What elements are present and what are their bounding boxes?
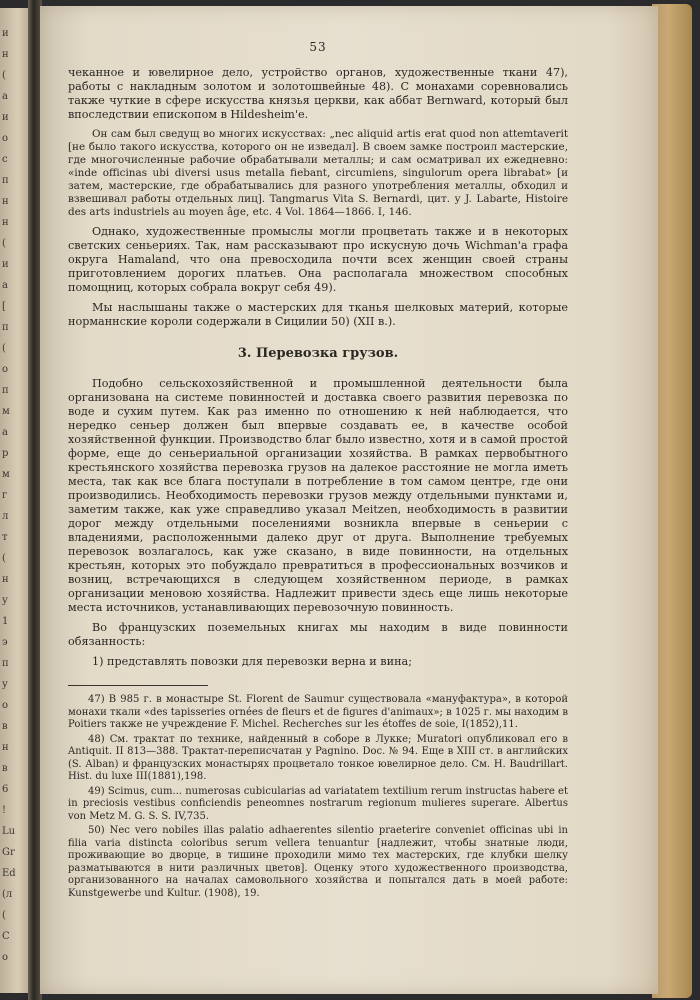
paragraph: чеканное и ювелирное дело, устройство органов, художественные ткани 47), работы с накладным золотом и золотошвейные 48). С монахами соревновались также чуткие в сфере искусства князья церкви, как аббат Bernward, который был впоследствии епископом в Hildesheim'e. xyxy=(68,66,568,121)
left-page-fragment: р xyxy=(2,448,9,459)
left-page-fragment: н xyxy=(2,49,9,60)
left-page-fragment: ( xyxy=(2,910,6,921)
footnote-divider xyxy=(68,685,208,686)
left-page-fragment: у xyxy=(2,679,8,690)
left-page-fragment: ( xyxy=(2,553,6,564)
footnotes xyxy=(68,694,568,900)
left-page-fragment: п xyxy=(2,175,9,186)
left-page-fragment: т xyxy=(2,532,8,543)
left-page-fragment: л xyxy=(2,511,9,522)
left-page-fragment: ( xyxy=(2,70,6,81)
left-page-fragment: а xyxy=(2,427,8,438)
left-page-fragment: а xyxy=(2,280,8,291)
left-page-fragment: и xyxy=(2,259,9,270)
left-page-fragment: ( xyxy=(2,343,6,354)
left-page-fragment: н xyxy=(2,196,9,207)
left-page-fragment: н xyxy=(2,217,9,228)
left-page-fragment: 6 xyxy=(2,784,9,795)
left-page-fragment: и xyxy=(2,28,9,39)
footnote: 49) Scimus, cum... numerosas cubicularias ad variatatem textilium rerum instructas habere et in preciosis vestibus conficiendis peneomnes nostrarum regionum mulieres superare. Albertus von Metz M. G. S. S. IV,735. xyxy=(68,785,568,822)
left-page-fragment: в xyxy=(2,721,8,732)
left-page-fragment: о xyxy=(2,364,9,375)
left-page-edge xyxy=(0,8,30,993)
paragraph: Во французских поземельных книгах мы находим в виде повинности обязанность: xyxy=(68,621,568,648)
left-page-fragment: м xyxy=(2,406,10,417)
left-page-fragment: в xyxy=(2,763,8,774)
left-page-fragment: 1 xyxy=(2,616,9,627)
left-page-fragment: и xyxy=(2,112,9,123)
page-stack-edge xyxy=(652,4,692,998)
left-page-fragment: п xyxy=(2,385,9,396)
left-page-fragment: о xyxy=(2,133,9,144)
paragraph: Мы наслышаны также о мастерских для тканья шелковых материй, которые норманнские короли содержали в Сицилии 50) (XII в.). xyxy=(68,301,568,328)
left-page-fragment: (л xyxy=(2,889,13,900)
left-page-fragment: у xyxy=(2,595,8,606)
left-page-fragment: С xyxy=(2,931,10,942)
left-page-fragment: м xyxy=(2,469,10,480)
left-page-fragment: Ed xyxy=(2,868,16,879)
left-page-fragment: э xyxy=(2,637,8,648)
left-page-fragment: о xyxy=(2,700,9,711)
paragraph: Подобно сельскохозяйственной и промышленной деятельности была организована на системе повинностей и доставка своего развития перевозка по воде и сухим путем. Как раз именно по отношению к ней наблюдается, что нередко сеньер должен был впервые создавать ее, в качестве особой хозяйственной функции. Производство благ было известно, хотя и в самой простой форме, еще до сеньериальной организации хозяйства. В рамках первобытного крестьянского хозяйства перевозка грузов на далекое расстояние не могла иметь места, так как все блага поступали в потребление в том самом центре, где они производились. Необходимость перевозки грузов между отдельными пунктами и, заметим также, как уже справедливо указал Meitzen, необходимость в развитии дорог между отдельными поселениями возникла впервые в сеньерии с владениями, расположенными далеко друг от друга. Выполнение требуемых перевозок возлагалось, как уже сказано, в виде повинности, на отдельных крестьян, которых это побуждало превратиться в профессиональных возчиков и возниц, встречающихся в следующем хозяйственном периоде, в рамках организации меновою хозяйства. Надлежит привести здесь еще лишь некоторые места источников, устанавливающих перевозочную повинность. xyxy=(68,377,568,614)
left-page-fragment: Gr xyxy=(2,847,15,858)
left-page-fragment: [ xyxy=(2,301,6,312)
footnote: 48) См. трактат по технике, найденный в соборе в Лукке; Muratori опубликовал его в Antiquit. II 813—388. Трактат-переписчатан у Pagnino. Doc. № 94. Еще в XIII ст. в английских (S. Alban) и французских монастырях процветало тонкое ювелирное дело. См. Н. Baudrillart. Hist. du luxe III(1881),198. xyxy=(68,733,568,782)
left-page-fragment: о xyxy=(2,952,9,963)
left-page-fragment: г xyxy=(2,490,8,501)
left-page-fragment: с xyxy=(2,154,8,165)
page-number: 53 xyxy=(309,40,327,54)
section-title: 3. Перевозка грузов. xyxy=(237,346,399,361)
quote-paragraph: Он сам был сведущ во многих искусствах: „nec aliquid artis erat quod non attemtaverit [не было такого искусства, которого он не изведал]. В своем замке построил мастерские, где многочисленные рабочие обрабатывали металлы; и сам осматривал их ежедневно: «inde officinas ubi diversi usus metalla fiebant, circumiens, singulorum opera librabat» [и затем, мастерские, где обрабатывались для разного употребления металлы, обходил и взвешивал работы отдельных лиц]. Tangmarus Vita S. Bernardi, цит. у J. Labarte, Histoire des arts industriels au moyen âge, etc. 4 Vol. 1864—1866. I, 146. xyxy=(68,128,568,218)
left-page-fragment: н xyxy=(2,574,9,585)
footnote: 47) В 985 г. в монастыре St. Florent de Saumur существовала «мануфактура», в которой монахи ткали «des tapisseries ornées de fleurs et de figures d'animaux»; в 1025 г. мы находим в Poitiers также не учреждение F. Michel. Recherches sur les étoffes de soie, I(1852),11. xyxy=(68,694,568,730)
left-page-fragment: п xyxy=(2,322,9,333)
paragraph: Однако, художественные промыслы могли процветать также и в некоторых светских сеньериях. Так, нам рассказывают про искусную дочь Wichman'a графа округа Hamaland, что она превосходила почти всех женщин своей страны приготовлением дорогих платьев. Она располагала множеством способных помощниц, которых собрала вокруг себя 49). xyxy=(68,225,568,294)
left-page-fragment: ! xyxy=(2,805,7,816)
footnote: 50) Nec vero nobiles illas palatio adhaerentes silentio praeterire conveniet officinas ubi in filia varia distincta coloribus serum vellera tenuantur [надлежит, чтобы знатные люди, проживающие во дворце, в тишине проходили мимо тех мастерских, где клубки шелку разматываются в нити различных цветов]. Оценку этого художественного производства, организованного на началах самовольного хозяйства и попытался дать в моей работе: Kunstgewerbe und Kultur. (1908), 19. xyxy=(68,825,568,899)
left-page-fragment: п xyxy=(2,658,9,669)
left-page-fragment: ( xyxy=(2,238,6,249)
left-page-fragment: а xyxy=(2,91,8,102)
list-item: 1) представлять повозки для перевозки верна и вина; xyxy=(92,655,412,668)
left-page-fragment: Lu xyxy=(2,826,16,837)
page-content xyxy=(68,40,568,902)
left-page-fragment: н xyxy=(2,742,9,753)
